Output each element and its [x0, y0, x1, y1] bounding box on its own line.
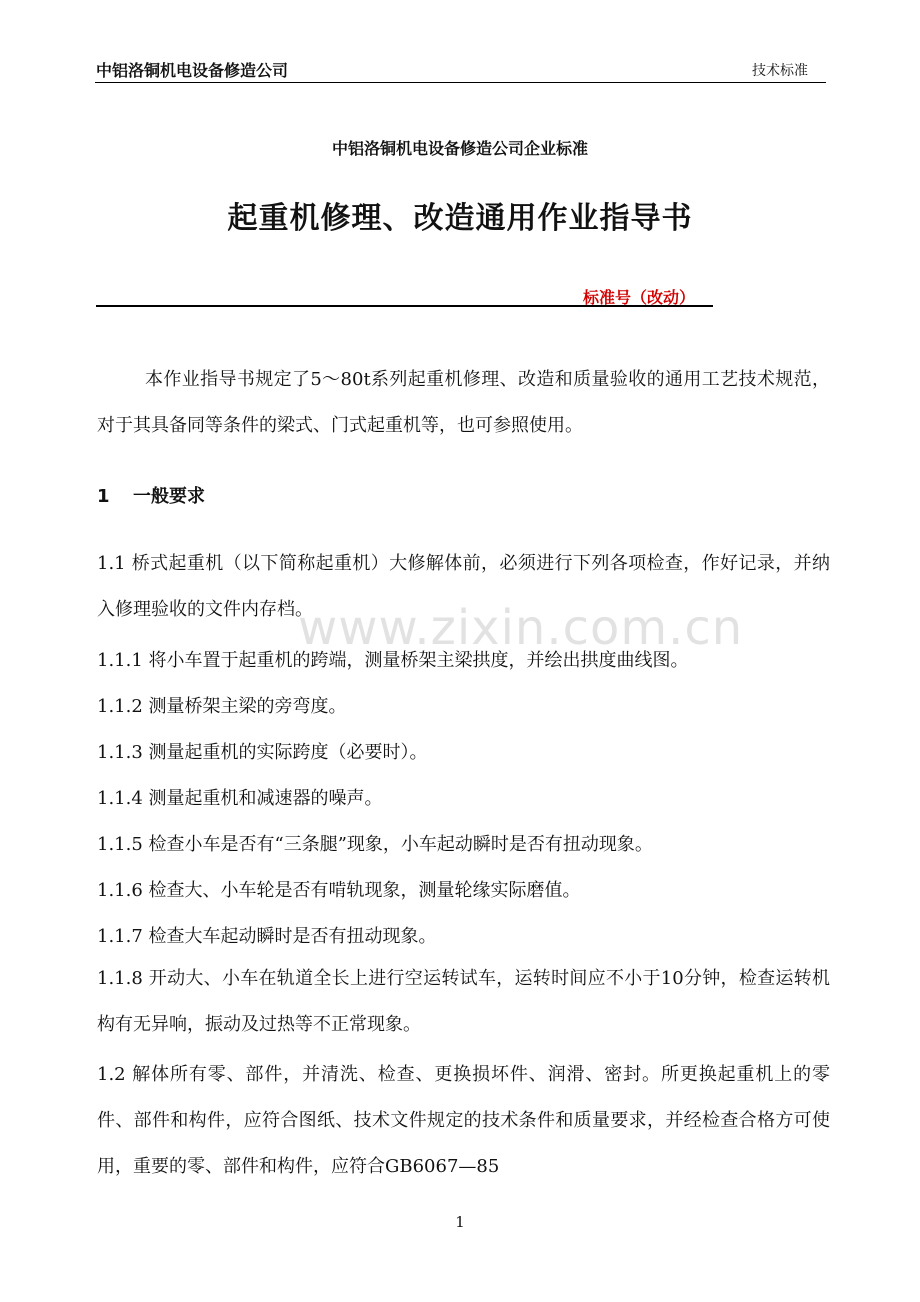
header-doc-type: 技术标准 [752, 63, 808, 79]
standard-number: 标准号（改动） [583, 288, 696, 307]
watermark: www.zixin.com.cn [298, 600, 744, 656]
clause-1-1-5: 1.1.5 检查小车是否有“三条腿”现象，小车起动瞬时是否有扭动现象。 [97, 834, 653, 855]
header-divider [95, 82, 826, 83]
page-number: 1 [455, 1213, 465, 1231]
clause-1-1-6: 1.1.6 检查大、小车轮是否有啃轨现象，测量轮缘实际磨值。 [97, 880, 581, 901]
section-heading [97, 482, 205, 508]
clause-1-1-1: 1.1.1 将小车置于起重机的跨端，测量桥架主梁拱度，并绘出拱度曲线图。 [97, 650, 689, 671]
header-company: 中铝洛铜机电设备修造公司 [96, 61, 289, 80]
standard-subtitle: 中铝洛铜机电设备修造公司企业标准 [331, 139, 588, 158]
clause-1-1-7: 1.1.7 检查大车起动瞬时是否有扭动现象。 [97, 926, 437, 947]
clause-1-1-4: 1.1.4 测量起重机和减速器的噪声。 [97, 788, 383, 809]
document-title: 起重机修理、改造通用作业指导书 [227, 201, 693, 236]
clause-1-1-8: 1.1.8 开动大、小车在轨道全长上进行空运转试车，运转时间应不小于10分钟，检查运转机构有无异响，振动及过热等不正常现象。 [97, 968, 830, 1035]
clause-1-1-2: 1.1.2 测量桥架主梁的旁弯度。 [97, 696, 347, 717]
clause-1-2: 1.2 解体所有零、部件，并清洗、检查、更换损坏件、润滑、密封。所更换起重机上的零件、部件和构件，应符合图纸、技术文件规定的技术条件和质量要求，并经检查合格方可使用，重要的零、部件和构件，应符合GB6067—85 [97, 1064, 830, 1177]
clause-1-1-3: 1.1.3 测量起重机的实际跨度（必要时）。 [97, 742, 428, 763]
section-title: 一般要求 [133, 486, 205, 507]
section-number: 1 [97, 486, 110, 507]
clause-1-1: 1.1 桥式起重机（以下简称起重机）大修解体前，必须进行下列各项检查，作好记录，并纳入修理验收的文件内存档。 [97, 553, 830, 620]
intro-paragraph: 本作业指导书规定了5～80t系列起重机修理、改造和质量验收的通用工艺技术规范，对于其具备同等条件的梁式、门式起重机等，也可参照使用。 [97, 369, 830, 436]
